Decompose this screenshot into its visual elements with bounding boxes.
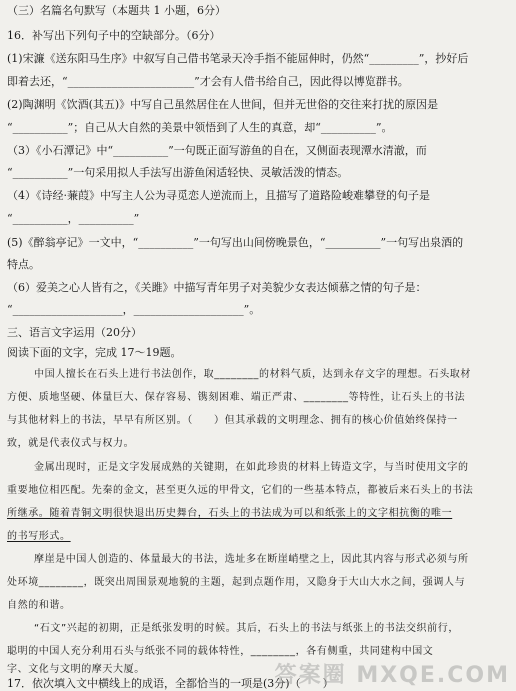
passage-line: 金属出现时，正是文字发展成熟的关键期，在如此珍贵的材料上铸造文字，与当时使用文字的 (34, 462, 469, 473)
question-16-item-6: （6）爱美之心人皆有之，《关雎》中描写青年男子对美貌少女表达倾慕之情的句子是： (7, 281, 427, 294)
passage-line: 自然的和谐。 (7, 600, 71, 611)
question-16-item-2-cont: “__________”；自己从大自然的美景中领悟到了人生的真意，却“__________”。 (7, 121, 393, 134)
passage-line: 字、文化与文明的摩天大厦。 (7, 664, 145, 675)
watermark: 答案圈 MXQE.COM (274, 663, 510, 688)
passage-line: 中国人擅长在石头上进行书法创作，取________的材料气质，达到永存文字的理想。石头取材 (34, 369, 471, 380)
passage-line: 处环境________，既突出周围景观地貌的主题，起到点题作用，又隐身于大山大水之间，强调人与 (7, 577, 466, 588)
section-header: （三）名篇名句默写（本题共 1 小题，6分） (7, 4, 226, 17)
question-16-item-5: (5)《醉翁亭记》一文中，“__________”一句写出山间傍晚景色，“__________”一句写出泉酒的 (7, 236, 464, 249)
question-16-item-4-cont: “__________，__________” (7, 212, 140, 225)
passage-line: 摩崖是中国人创造的、体量最大的书法，选址多在断崖峭壁之上，因此其内容与形式必须与所 (34, 554, 469, 565)
passage-line: 致，就是代表仪式与权力。 (7, 438, 135, 449)
passage-line: 重要地位相匹配。先秦的金文，甚至更久远的甲骨文，它们的一些基本特点，都被后来石头上的书法 (7, 485, 474, 496)
question-17: 17．依次填入文中横线上的成语，全都恰当的一项是(3分)（ ） (7, 677, 334, 690)
passage-line-underlined: 的书写形式。 (7, 531, 71, 542)
passage-line: 与其他材料上的书法，早早有所区别。（ ）但其承载的文明理念、拥有的核心价值始终保持一 (7, 415, 458, 426)
passage-line: 聪明的中国人充分利用石头与纸张不同的载体特性，________，各有侧重，共同建构中国文 (7, 646, 434, 657)
question-16-item-1-cont: 即着去还，“_______________________”才会有人借书给自己，因此得以博览群书。 (7, 75, 409, 88)
passage-line: “石文”兴起的初期，正是纸张发明的时候。其后，石头上的书法与纸张上的书法交织前行， (34, 623, 459, 634)
passage-line-underlined: 所继承。随着青铜文明很快退出历史舞台，石头上的书法成为可以和纸张上的文字相抗衡的唯一 (7, 508, 453, 519)
question-16-item-3-cont: “__________”一句采用拟人手法写出游鱼闲适轻快、灵敏活泼的情态。 (7, 166, 349, 179)
question-16-item-1: (1)宋濂《送东阳马生序》中叙写自己借书笔录天冷手指不能屈伸时，仍然“_________”，抄好后 (7, 52, 469, 65)
question-16-title: 16．补写出下列句子中的空缺部分。（6分） (7, 29, 221, 42)
question-16-item-2: (2)陶渊明《饮酒(其五)》中写自己虽然居住在人世间，但并无世俗的交往来打扰的原因是 (7, 98, 439, 111)
reading-instruction: 阅读下面的文字，完成 17～19题。 (7, 346, 182, 359)
question-16-item-3: （3）《小石潭记》中“__________”一句既正面写游鱼的自在，又侧面表现潭水清澈，而 (7, 144, 427, 157)
question-16-item-6-cont: “____________________，____________________”。 (7, 303, 261, 316)
question-16-item-5-cont: 特点。 (7, 258, 40, 271)
passage-line: 方便、质地坚硬、体量巨大、保存容易、镌刻困难、端正严肃、________等特性，让石头上的书法 (7, 392, 466, 403)
question-16-item-4: （4）《诗经·蒹葭》中写主人公为寻觅恋人逆流而上，且描写了道路险峻难攀登的句子是 (7, 189, 430, 202)
section-3-header: 三、语言文字运用（20分） (7, 326, 142, 339)
